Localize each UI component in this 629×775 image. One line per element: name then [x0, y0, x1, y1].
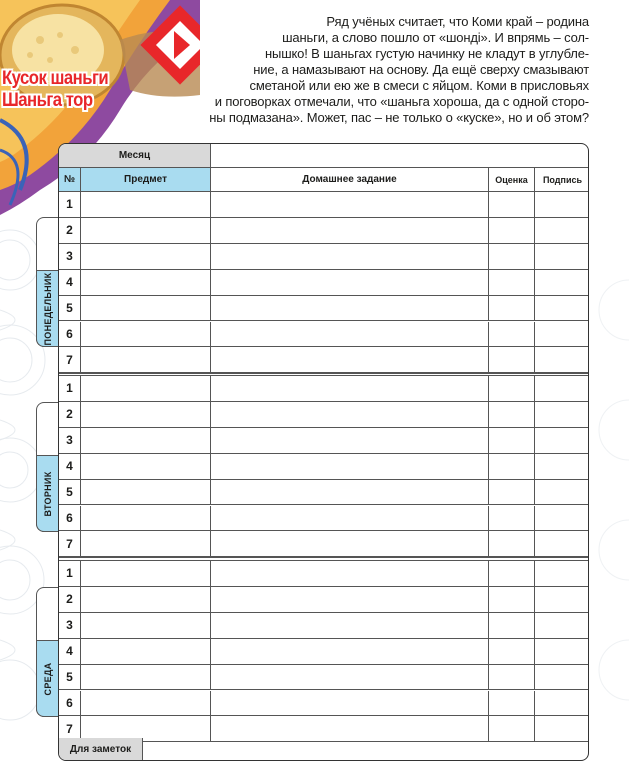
lesson-row: [59, 428, 588, 454]
intro-line: сметаной или ею же в смеси с яйцом. Коми в присловьях: [249, 78, 589, 93]
grade-cell[interactable]: [489, 322, 535, 347]
day-label-wednesday: СРЕДА: [36, 640, 58, 717]
lesson-row: [59, 270, 588, 296]
grade-cell[interactable]: [489, 402, 535, 427]
signature-cell[interactable]: [535, 218, 589, 243]
lesson-number: 5: [59, 296, 81, 321]
intro-line: нышко! В шаньгах густую начинку не кладут в углубле-: [264, 46, 589, 61]
intro-line: ны подмазана». Может, пас – не только о «куске», но и об этом?: [209, 110, 589, 125]
grade-cell[interactable]: [489, 691, 535, 716]
signature-cell[interactable]: [535, 480, 589, 505]
homework-cell[interactable]: [211, 506, 489, 531]
lesson-row: [59, 587, 588, 613]
homework-cell[interactable]: [211, 691, 489, 716]
lesson-row: [59, 322, 588, 348]
homework-cell[interactable]: [211, 244, 489, 269]
signature-cell[interactable]: [535, 587, 589, 612]
lesson-row: [59, 192, 588, 218]
homework-cell[interactable]: [211, 531, 489, 556]
subject-cell[interactable]: [81, 639, 211, 664]
title-line-1: Кусок шаньги: [2, 68, 109, 89]
grade-cell[interactable]: [489, 270, 535, 295]
lesson-row: [59, 454, 588, 480]
homework-cell[interactable]: [211, 402, 489, 427]
subject-cell[interactable]: [81, 218, 211, 243]
intro-paragraph: [193, 14, 589, 126]
subject-cell[interactable]: [81, 691, 211, 716]
signature-cell[interactable]: [535, 665, 589, 690]
signature-cell[interactable]: [535, 347, 589, 372]
signature-cell[interactable]: [535, 322, 589, 347]
signature-cell[interactable]: [535, 454, 589, 479]
lesson-number: 3: [59, 428, 81, 453]
homework-cell[interactable]: [211, 347, 489, 372]
grade-cell[interactable]: [489, 244, 535, 269]
homework-cell[interactable]: [211, 218, 489, 243]
subject-cell[interactable]: [81, 613, 211, 638]
lesson-row: [59, 613, 588, 639]
header-subject: Предмет: [81, 168, 211, 191]
lesson-row: [59, 347, 588, 373]
subject-cell[interactable]: [81, 244, 211, 269]
lesson-number: 7: [59, 347, 81, 372]
lesson-row: [59, 218, 588, 244]
lesson-row: [59, 296, 588, 322]
article-title: [2, 68, 134, 112]
lesson-number: 3: [59, 244, 81, 269]
lesson-row: [59, 480, 588, 506]
homework-cell[interactable]: [211, 561, 489, 586]
lesson-row: [59, 665, 588, 691]
lesson-number: 3: [59, 613, 81, 638]
day-label-monday: ПОНЕДЕЛЬНИК: [36, 270, 58, 347]
intro-line: шаньги, а слово пошло от «шонді». И впрямь – сол-: [282, 30, 589, 45]
lesson-row: [59, 561, 588, 587]
signature-cell[interactable]: [535, 376, 589, 401]
grade-cell[interactable]: [489, 192, 535, 217]
subject-cell[interactable]: [81, 561, 211, 586]
subject-cell[interactable]: [81, 296, 211, 321]
signature-cell[interactable]: [535, 296, 589, 321]
lesson-number: 2: [59, 587, 81, 612]
lesson-number: 1: [59, 561, 81, 586]
subject-cell[interactable]: [81, 480, 211, 505]
intro-line: и поговорках отмечали, что «шаньга хороша, да с одной сторо-: [214, 94, 589, 109]
lesson-number: 4: [59, 454, 81, 479]
signature-cell[interactable]: [535, 506, 589, 531]
lesson-number: 2: [59, 218, 81, 243]
header-grade: Оценка: [489, 168, 535, 191]
homework-cell[interactable]: [211, 480, 489, 505]
signature-cell[interactable]: [535, 639, 589, 664]
lesson-number: 4: [59, 270, 81, 295]
subject-cell[interactable]: [81, 347, 211, 372]
title-line-2: Шаньга тор: [2, 90, 93, 111]
homework-cell[interactable]: [211, 665, 489, 690]
lesson-row: [59, 402, 588, 428]
homework-cell[interactable]: [211, 454, 489, 479]
grade-cell[interactable]: [489, 428, 535, 453]
homework-cell[interactable]: [211, 270, 489, 295]
signature-cell[interactable]: [535, 244, 589, 269]
notes-row: [59, 738, 588, 760]
homework-cell[interactable]: [211, 613, 489, 638]
header-row: [59, 168, 588, 192]
grade-cell[interactable]: [489, 454, 535, 479]
subject-cell[interactable]: [81, 531, 211, 556]
signature-cell[interactable]: [535, 691, 589, 716]
lesson-number: 1: [59, 192, 81, 217]
lesson-number: 5: [59, 480, 81, 505]
subject-cell[interactable]: [81, 454, 211, 479]
homework-cell[interactable]: [211, 639, 489, 664]
subject-cell[interactable]: [81, 587, 211, 612]
subject-cell[interactable]: [81, 322, 211, 347]
subject-cell[interactable]: [81, 428, 211, 453]
grade-cell[interactable]: [489, 639, 535, 664]
month-input[interactable]: [211, 144, 589, 167]
lesson-number: 7: [59, 531, 81, 556]
subject-cell[interactable]: [81, 376, 211, 401]
grade-cell[interactable]: [489, 531, 535, 556]
signature-cell[interactable]: [535, 561, 589, 586]
subject-cell[interactable]: [81, 665, 211, 690]
homework-cell[interactable]: [211, 322, 489, 347]
intro-line: Ряд учёных считает, что Коми край – родина: [326, 14, 589, 29]
lesson-row: [59, 639, 588, 665]
lesson-number: 1: [59, 376, 81, 401]
intro-line: ние, а намазывают на основу. Да ещё сверху смазывают: [253, 62, 589, 77]
subject-cell[interactable]: [81, 402, 211, 427]
grade-cell[interactable]: [489, 506, 535, 531]
grade-cell[interactable]: [489, 347, 535, 372]
grade-cell[interactable]: [489, 376, 535, 401]
homework-cell[interactable]: [211, 587, 489, 612]
grade-cell[interactable]: [489, 587, 535, 612]
homework-cell[interactable]: [211, 376, 489, 401]
signature-cell[interactable]: [535, 613, 589, 638]
month-label: Месяц: [59, 144, 211, 167]
lesson-number: 6: [59, 691, 81, 716]
header-homework: Домашнее задание: [211, 168, 489, 191]
lesson-number: 6: [59, 506, 81, 531]
grade-cell[interactable]: [489, 296, 535, 321]
homework-planner-table: [58, 143, 589, 761]
subject-cell[interactable]: [81, 270, 211, 295]
signature-cell[interactable]: [535, 192, 589, 217]
lesson-row: [59, 531, 588, 557]
month-row: [59, 144, 588, 168]
homework-cell[interactable]: [211, 296, 489, 321]
signature-cell[interactable]: [535, 531, 589, 556]
lesson-row: [59, 691, 588, 717]
lesson-row: [59, 244, 588, 270]
header-signature: Подпись: [542, 174, 583, 185]
header-num: №: [59, 168, 81, 191]
lesson-number: 5: [59, 665, 81, 690]
homework-cell[interactable]: [211, 428, 489, 453]
signature-cell[interactable]: [535, 270, 589, 295]
lesson-row: [59, 506, 588, 532]
grade-cell[interactable]: [489, 613, 535, 638]
notes-label: Для заметок: [59, 738, 143, 760]
lesson-number: 4: [59, 639, 81, 664]
lesson-number: 2: [59, 402, 81, 427]
lesson-row: [59, 376, 588, 402]
signature-cell[interactable]: [535, 428, 589, 453]
subject-cell[interactable]: [81, 506, 211, 531]
signature-cell[interactable]: [535, 402, 589, 427]
grade-cell[interactable]: [489, 218, 535, 243]
lesson-number: 7: [59, 716, 81, 741]
homework-cell[interactable]: [211, 192, 489, 217]
grade-cell[interactable]: [489, 480, 535, 505]
subject-cell[interactable]: [81, 192, 211, 217]
day-label-tuesday: ВТОРНИК: [36, 455, 58, 532]
grade-cell[interactable]: [489, 665, 535, 690]
grade-cell[interactable]: [489, 561, 535, 586]
notes-input[interactable]: [143, 738, 588, 760]
lesson-number: 6: [59, 322, 81, 347]
